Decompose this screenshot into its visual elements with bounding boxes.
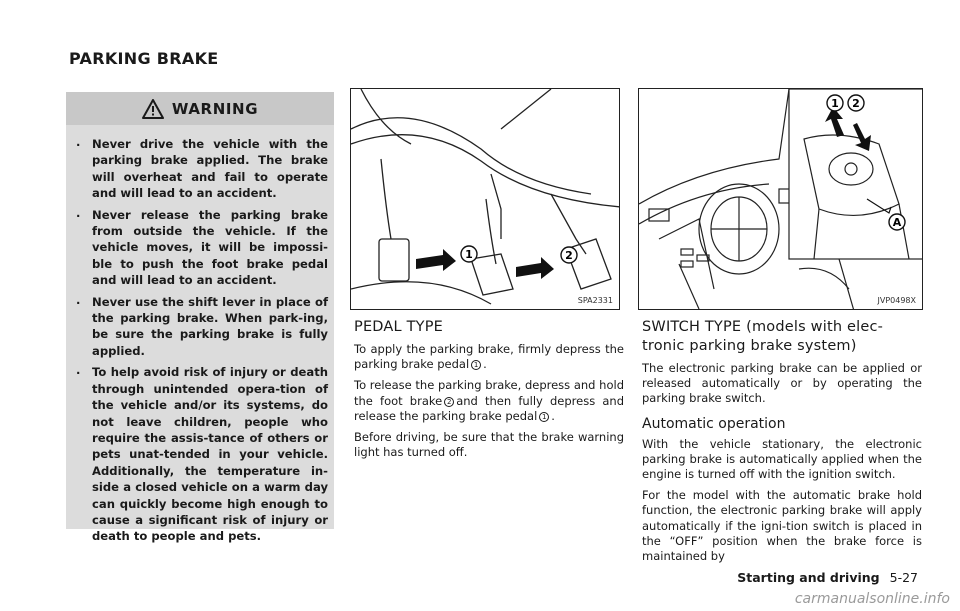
callout-1: 1	[465, 248, 473, 261]
pedal-paragraph-1	[354, 342, 624, 372]
text-span: To release the parking brake, depress and hold the foot brake	[354, 378, 624, 408]
circled-number: 2	[444, 397, 454, 407]
callout-a: A	[892, 216, 902, 229]
text-span: .	[483, 357, 487, 372]
pedal-type-heading: PEDAL TYPE	[354, 319, 444, 335]
warning-heading: WARNING	[171, 99, 259, 118]
pedal-type-section	[354, 318, 624, 466]
watermark: carmanualsonline.info	[794, 591, 950, 607]
circled-number: 1	[471, 360, 481, 370]
warning-header	[66, 92, 334, 125]
pedal-illustration	[351, 89, 620, 310]
page-footer	[737, 570, 918, 585]
page-number: 5-27	[889, 570, 918, 585]
switch-type-heading: SWITCH TYPE (models with elec-tronic parking brake system)	[642, 319, 884, 354]
warning-list	[74, 136, 328, 550]
text-span: .	[551, 408, 555, 423]
switch-paragraph-2: With the vehicle stationary, the electronic parking brake is automatically applied when the engine is turned off with the ignition switch.	[642, 436, 922, 482]
switch-type-section	[642, 318, 922, 570]
pedal-figure	[350, 88, 620, 310]
text-span: To apply the parking brake, firmly depress the parking brake pedal	[354, 342, 624, 372]
section-title: PARKING BRAKE	[69, 49, 219, 68]
warning-box	[66, 92, 334, 544]
automatic-operation-heading: Automatic operation	[642, 415, 786, 432]
switch-paragraph-3: For the model with the automatic brake hold function, the electronic parking brake will apply automatically if the igni-tion switch is placed in the “OFF” position when the brake force is maintained by	[642, 488, 922, 564]
footer-chapter: Starting and driving	[737, 570, 880, 585]
pedal-paragraph-3: Before driving, be sure that the brake warning light has turned off.	[354, 430, 624, 460]
warning-triangle-icon	[142, 99, 164, 119]
switch-paragraph-1: The electronic parking brake can be applied or released automatically or by operating the parking brake switch.	[642, 361, 922, 406]
warning-item: . Never drive the vehicle with the parking brake applied. The brake will overheat and fail to operate and will lead to an accident.	[74, 136, 328, 202]
warning-item: . Never release the parking brake from outside the vehicle. If the vehicle moves, it will be impossi-ble to push the foot brake pedal and will lead to an accident.	[74, 207, 328, 289]
circled-number: 1	[539, 412, 549, 422]
figure-id: JVP0498X	[877, 296, 916, 305]
callout-2: 2	[852, 97, 860, 110]
callout-1: 1	[831, 97, 839, 110]
callout-2: 2	[565, 249, 573, 262]
pedal-paragraph-2	[354, 378, 624, 424]
warning-item: . To help avoid risk of injury or death through unintended opera-tion of the vehicle and/or its systems, do not leave children, people who require the assis-tance of others or pets unat-tended in your vehicle. Additionally, the temperature in-side a closed vehicle on a warm day can quickly become high enough to cause a significant risk of injury or death to people and pets.	[74, 364, 328, 544]
warning-item: . Never use the shift lever in place of the parking brake. When park-ing, be sure the parking brake is fully applied.	[74, 294, 328, 360]
switch-illustration	[639, 89, 923, 310]
figure-id: SPA2331	[577, 296, 613, 305]
text-span: and then fully depress and release the parking brake pedal	[354, 393, 625, 423]
switch-figure	[638, 88, 923, 310]
